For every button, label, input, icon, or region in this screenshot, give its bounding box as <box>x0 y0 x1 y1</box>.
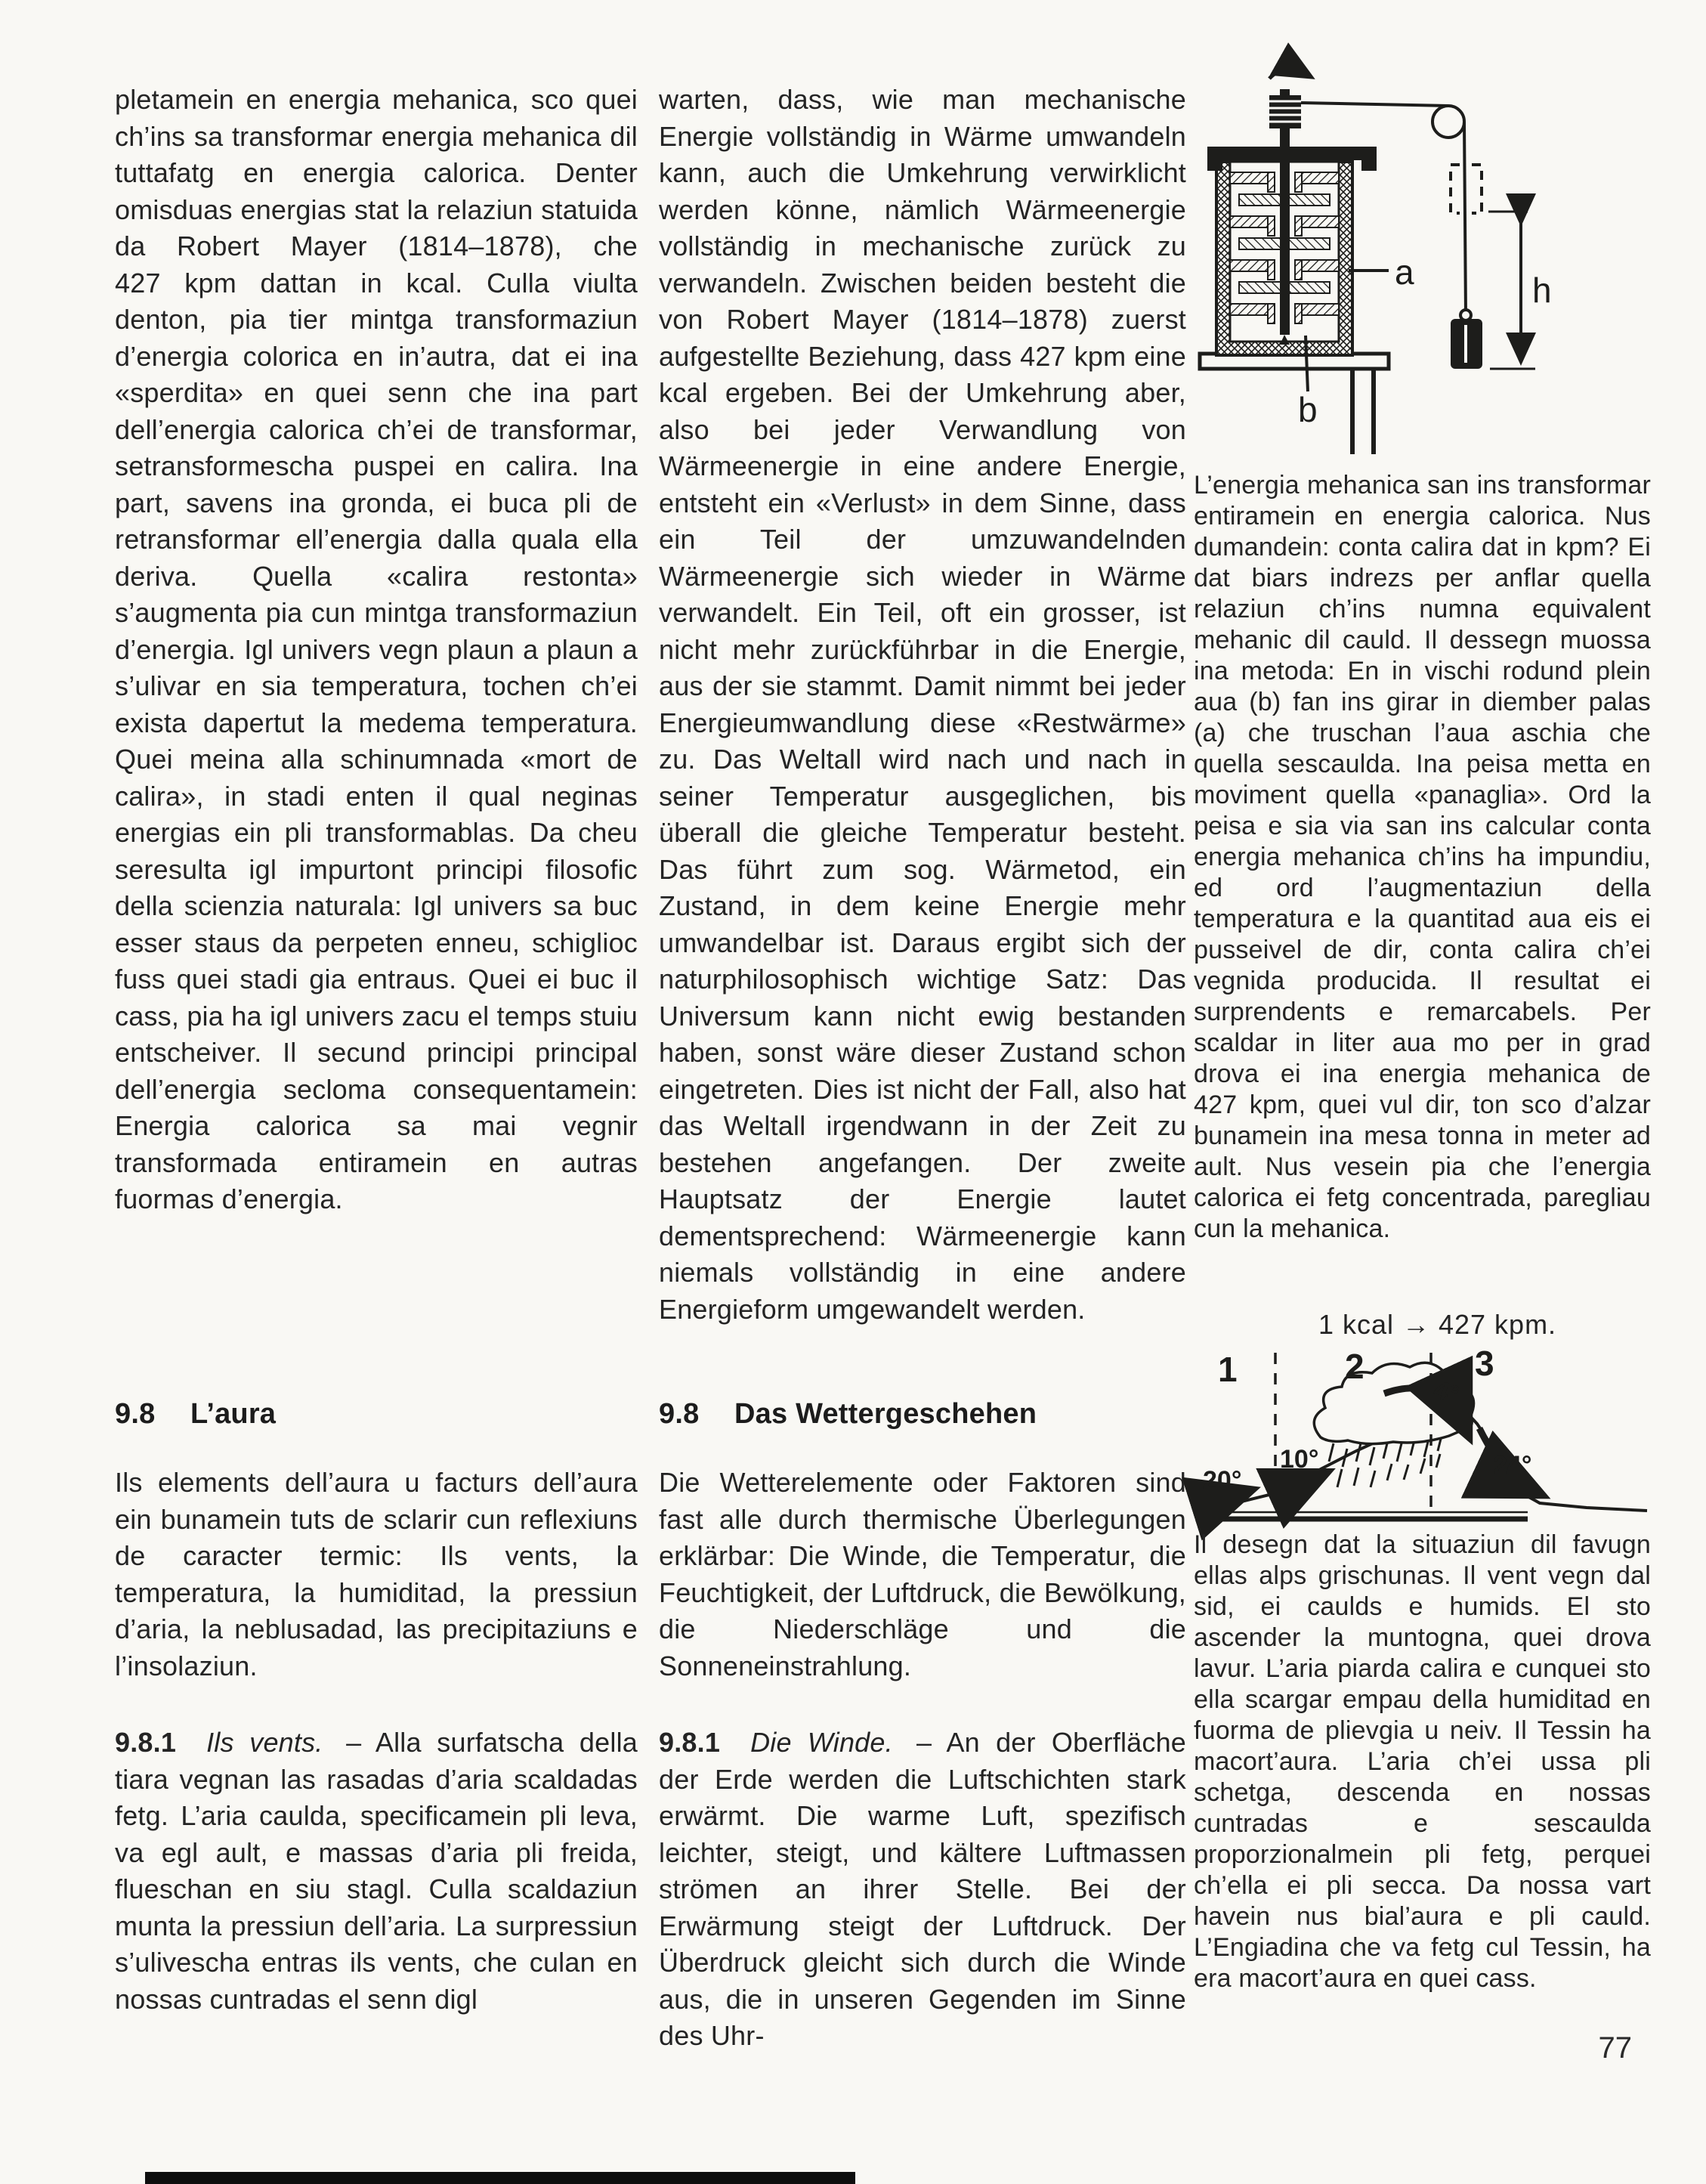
rope-drum <box>1269 95 1301 128</box>
label-a: a <box>1395 252 1414 292</box>
rope-vertical <box>1464 122 1466 316</box>
pulley <box>1432 106 1464 138</box>
zone-label-3: 3 <box>1475 1344 1494 1383</box>
figure1-caption: L’energia mehanica san ins transformar entiramein en energia calorica. Nus dumandein: conta calira dat in kpm? Ei dat biars indrezs per anflar quella relaziun ch’ins numna equivalent mehanic dil cauld. Il dessegn muossa ina metoda: En in vischi rodund plein aua (b) fan ins girar in diember palas (a) che truschan l’aua aschia che quella sescaulda. Ina peisa metta en moviment quella «panaglia». Ord la peisa e sia via san ins calcular conta energia mehanica ch’ins ha impundiu, ed ord l’augmentaziun della temperatura e la quantitad aua eis ei pusseivel de dir, conta calira ch’ei vegnida producida. Il resultat ei surprendents e remarcabels. Per scaldar in liter aua mo per in grad drova ei ina energia mehanica de 427 kpm, quei vul dir, ton sco d’alzar bunamein ina mesa tonna in meter ad ault. Nus vesein pia che l’energia calorica ei fetg concentrada, paregliau cun la mehanica. <box>1194 471 1651 1243</box>
middle-subsection-title: Die Winde. <box>750 1727 893 1758</box>
left-section-heading-laura <box>115 1398 638 1431</box>
middle-para-energy: warten, dass, wie man mechanische Energie vollständig in Wärme umwandeln kann, auch die Umkehrung verwirklicht werden könne, nämlich Wärmeenergie vollständig in mechanische zurück zu verwandeln. Zwischen beiden besteht die von Robert Mayer (1814–1878) zuerst aufgestellte Beziehung, dass 427 kpm eine kcal ergeben. Bei der Umkehrung aber, also bei jeder Verwandlung von Wärmeenergie in eine andere Energie, entsteht ein «Verlust» in dem Sinne, dass ein Teil der umzuwandelnden Wärmeenergie sich wieder in Wärme verwandelt. Ein Teil, oft ein grosser, ist nicht mehr zurückführbar in die Energie, aus der sie stammt. Damit nimmt bei jeder Energieumwandlung diese «Restwärme» zu. Das Weltall wird nach und nach in seiner Temperatur ausgeglichen, bis überall die gleiche Temperatur besteht. Das führt zum sog. Wärmetod, ein Zustand, in dem keine Energie mehr umwandelbar ist. Daraus ergibt sich der naturphilosophisch wichtige Satz: Das Universum kann nicht ewig bestanden haben, sonst wäre dieser Zustand schon eingetreten. Dies ist nicht der Fall, also hat das Weltall irgendwann in der Zeit zu bestehen angefangen. Der zweite Hauptsatz der Energie lautet dementsprechend: Wärmeenergie kann niemals vollständig in eine andere Energieform umgewandelt werden. <box>659 84 1186 1325</box>
zone-label-1: 1 <box>1218 1350 1238 1389</box>
figure2-caption: Il desegn dat la situaziun dil favugn ellas alps grischunas. Il vent vegn dal sid, ei caulds e humids. El sto ascender la muntogna, quei drova lavur. L’aria piarda calira e cunquei sto ella scargar empau della humiditad en fuorma de plievgia u neiv. Il Tessin ha macort’aura. L’aria ch’ei ussa pli schetga, descenda en nossas cuntradas e sescaulda proporzionalmein pli fetg, perquei ch’ella ei pli secca. Da nossa vart havein nus bial’aura e pli cauld. L’Engiadina che va fetg cul Tessin, ha era macort’aura en quei cass. <box>1194 1530 1651 1993</box>
temp-label-slope: 10° <box>1280 1445 1319 1474</box>
left-section-number: 9.8 <box>115 1398 156 1430</box>
kcal-kpm-formula: 1 kcal → 427 kpm. <box>1318 1309 1557 1340</box>
middle-para-weather-elements: Die Wetterelemente oder Faktoren sind fast alle durch thermische Überlegungen erklärbar: Die Winde, die Temperatur, die Feuchtigkeit, der Luftdruck, die Bewölkung, die Niederschläge und die Sonneneinstrahlung. <box>659 1467 1186 1681</box>
left-subsection-winds <box>115 1725 638 2018</box>
zone-label-2: 2 <box>1345 1347 1364 1386</box>
middle-section-title: Das Wettergeschehen <box>734 1398 1037 1430</box>
left-subsection-number: 9.8.1 <box>115 1727 177 1758</box>
middle-subsection-winds <box>659 1725 1186 2055</box>
lid-clamp-left <box>1207 160 1222 171</box>
joule-apparatus-drawing <box>1194 42 1575 459</box>
lid-clamp-right <box>1361 160 1377 171</box>
middle-section-number: 9.8 <box>659 1398 700 1430</box>
figure-foehn-diagram <box>1194 1344 1651 1528</box>
weight <box>1451 310 1482 369</box>
rope-horizontal <box>1301 103 1448 106</box>
label-h: h <box>1532 271 1552 310</box>
left-para-weather-elements: Ils elements dell’aura u facturs dell’aura ein bunamein tuts de sclarir cun reflexiuns de caracter termic: Ils vents, la temperatura, la humiditad, la pressiun d’aria, la neblusadad, las precipitaziuns e l’insolaziun. <box>115 1467 638 1681</box>
height-dimension <box>1488 212 1535 369</box>
temp-label-summit: 4° <box>1430 1375 1463 1410</box>
middle-section-heading-wetter <box>659 1398 1186 1431</box>
foehn-diagram-drawing <box>1194 1344 1651 1528</box>
scan-artifact-bar <box>145 2172 855 2184</box>
temp-label-approach: 20° <box>1203 1466 1242 1495</box>
left-section-title: L’aura <box>190 1398 277 1430</box>
left-para-energy: pletamein en energia mehanica, sco quei ch’ins sa transformar energia mehanica dil tuttafatg en energia calorica. Denter omisduas energias stat la relaziun statuida da Robert Mayer (1814–1878), che 427 kpm dattan in kcal. Culla viulta denton, pia tier mintga transformaziun d’energia colorica en in’autra, dat ei ina «sperdita» en quei senn che ina part dell’energia calorica ch’ei de transformar, setransformescha puspei en calira. Ina part, savens ina gronda, ei buca pli de retransformar ell’energia dalla quala ella deriva. Quella «calira restonta» s’augmenta pia cun mintga transformaziun d’energia. Igl univers vegn plaun a plaun a s’ulivar en sia temperatura, tochen ch’ei exista dapertut la medema temperatura. Quei meina alla schinumnada «mort de calira», in stadi enten il qual neginas energias ein pli transformablas. Da cheu seresulta igl impurtont principi filosofic della scienzia naturala: Igl univers sa buc esser staus da perpeten enneu, schiglioc fuss quei stadi gia entraus. Quei ei buc il cass, pia ha igl univers zacu el temps stuiu entscheiver. Il secund principi principal dell’energia secloma consequentamein: Energia calorica sa mai vegnir transformada entiramein en autras fuormas d’energia. <box>115 84 638 1214</box>
left-subsection-text: – Alla surfatscha della tiara vegnan las rasadas d’aria scaldadas fetg. L’aria caulda, specificamein pli leva, va egl ault, e massas d’aria pli freida, flueschan en siu stagl. Culla scaldaziun munta la pressiun dell’aria. La surpressiun s’ulivescha entras ils vents, che culan en nossas cuntradas el senn digl <box>115 1727 638 2015</box>
figure-joule-apparatus <box>1194 42 1575 459</box>
left-subsection-title: Ils vents. <box>206 1727 323 1758</box>
middle-subsection-text: – An der Oberfläche der Erde werden die Luftschichten stark erwärmt. Die warme Luft, spezifisch leichter, steigt, und kältere Luftmassen strömen an ihrer Stelle. Bei der Erwärmung steigt der Luftdruck. Der Überdruck gleicht sich durch die Winde aus, die in unseren Gegenden im Sinne des Uhr- <box>659 1727 1187 2051</box>
label-b: b <box>1298 390 1318 429</box>
vessel-lid <box>1207 147 1377 160</box>
rotation-arrow-icon <box>1269 70 1309 79</box>
temp-label-lee: 24° <box>1493 1451 1532 1480</box>
wind-arrow-slope <box>1284 1476 1319 1492</box>
middle-subsection-number: 9.8.1 <box>659 1727 721 1758</box>
page-number: 77 <box>1598 2031 1632 2065</box>
